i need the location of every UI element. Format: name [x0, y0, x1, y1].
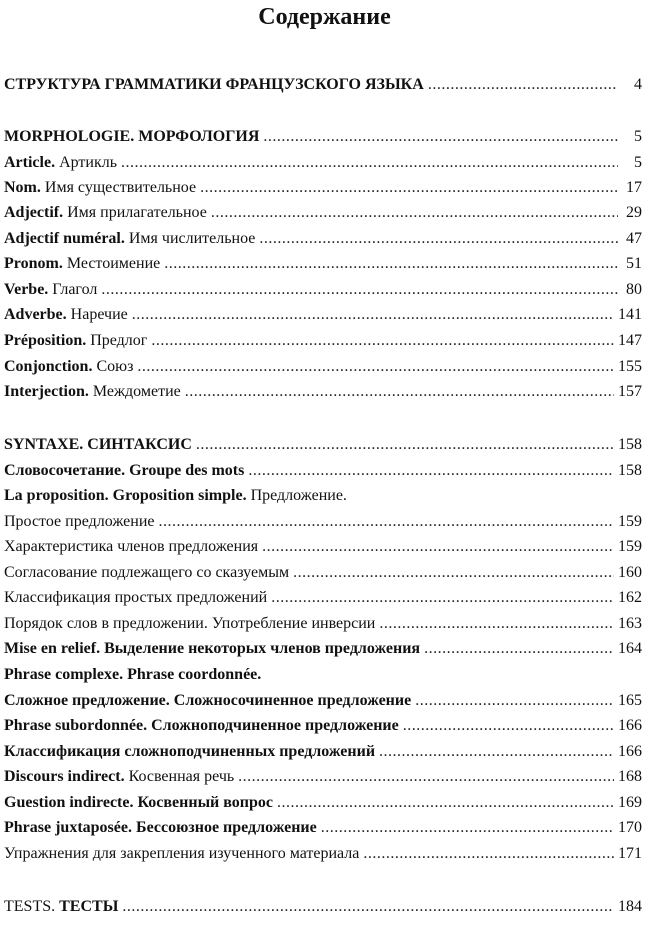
toc-entry [4, 766, 642, 788]
toc-page-number: 162 [618, 589, 642, 606]
toc-entry-bold-text: La proposition. Groposition simple. [4, 487, 247, 504]
toc-entry-text: Наречие [66, 306, 128, 323]
toc-page-number: 184 [618, 898, 642, 915]
toc-page-number: 147 [618, 332, 642, 349]
toc-entry-bold-text: SYNTAXE. СИНТАКСИС [4, 436, 192, 453]
toc-entry [4, 304, 642, 326]
toc-entry [4, 562, 642, 584]
toc-entry-bold-text: Phrase subordonnée. Сложноподчиненное предложение [4, 717, 399, 734]
toc-entry-text: Предлог [86, 332, 148, 349]
page-title: Содержание [258, 4, 391, 30]
toc-leader-dots [403, 715, 614, 737]
toc-entry-text: Имя числительное [124, 230, 256, 247]
toc-leader-dots [137, 356, 614, 378]
toc-entry [4, 434, 642, 456]
toc-entry-title [4, 817, 317, 839]
toc-entry-title [4, 638, 420, 660]
toc-page-number: 29 [626, 204, 642, 221]
toc-entry [4, 381, 642, 403]
toc-entry-bold-text: Conjonction. [4, 358, 93, 375]
toc-entry [4, 460, 642, 482]
toc-leader-dots [211, 202, 618, 224]
toc-entry-bold-text: Adjectif numéral. [4, 230, 125, 247]
toc-entry-title [4, 766, 234, 788]
toc-entry-title [4, 126, 259, 148]
toc-entry-title [4, 356, 133, 378]
toc-leader-dots [121, 152, 618, 174]
toc-leader-dots [132, 304, 614, 326]
toc-page-number: 168 [618, 768, 642, 785]
toc-entry [4, 613, 642, 635]
toc-entry-title [4, 562, 289, 584]
toc-page-number: 159 [618, 538, 642, 555]
toc-page-number: 163 [618, 615, 642, 632]
toc-page-number: 170 [618, 819, 642, 836]
toc-entry [4, 126, 642, 148]
toc-entry-bold-text: Phrase juxtaposée. Бессоюзное предложение [4, 819, 317, 836]
toc-entry-title [4, 152, 117, 174]
toc-leader-dots [363, 843, 614, 865]
toc-entry-bold-text: Article. [4, 154, 56, 171]
toc-leader-dots [248, 460, 614, 482]
toc-entry-bold-text: Словосочетание. Groupe des mots [4, 462, 245, 479]
toc-entry-text: Артикль [55, 154, 118, 171]
toc-leader-dots [424, 638, 614, 660]
toc-entry-bold-text: Mise en relief. Выделение некоторых членов предложения [4, 640, 421, 657]
toc-entry-text: Согласование подлежащего со сказуемым [4, 564, 290, 581]
toc-page-number: 165 [618, 692, 642, 709]
toc-page-number: 164 [618, 640, 642, 657]
toc-entry [4, 330, 642, 352]
toc-page-number: 169 [618, 794, 642, 811]
toc-page-number: 158 [618, 462, 642, 479]
toc-entry-title [4, 690, 411, 712]
toc-entry [4, 843, 642, 865]
toc-leader-dots [101, 279, 618, 301]
toc-entry-bold-text: Adverbe. [4, 306, 67, 323]
toc-leader-dots [259, 228, 618, 250]
toc-leader-dots [196, 434, 614, 456]
toc-entry-title [4, 587, 267, 609]
toc-page-number: 47 [626, 230, 642, 247]
toc-page-number: 80 [626, 281, 642, 298]
toc-entry-title [4, 536, 258, 558]
toc-entry-title [4, 511, 154, 533]
toc-entry-title [4, 896, 118, 918]
toc-entry [4, 511, 642, 533]
toc-entry-text: Междометие [88, 383, 181, 400]
toc-page-number: 159 [618, 513, 642, 530]
toc-entry [4, 279, 642, 301]
toc-entry-title [4, 460, 244, 482]
toc-entry-text: Упражнения для закрепления изученного материала [4, 845, 360, 862]
toc-entry-bold-text: ТЕСТЫ [59, 898, 119, 915]
toc-entry-bold-text: Préposition. [4, 332, 87, 349]
toc-page-number: 166 [618, 717, 642, 734]
toc-page-number: 5 [634, 154, 642, 171]
toc-leader-dots [238, 766, 614, 788]
toc-entry-title [4, 485, 347, 507]
toc-entry-bold-text: Verbe. [4, 281, 49, 298]
toc-entry [4, 896, 642, 918]
toc-entry-text: Характеристика членов предложения [4, 538, 259, 555]
toc-entry [4, 356, 642, 378]
toc-entry-bold-text: Сложное предложение. Сложносочиненное предложение [4, 692, 412, 709]
toc-entry [4, 253, 642, 275]
toc-entry-title [4, 202, 207, 224]
toc-entry [4, 587, 642, 609]
toc-entry-text: Союз [92, 358, 134, 375]
toc-entry [4, 638, 642, 660]
toc-entry-text: Имя прилагательное [63, 204, 207, 221]
toc-entry-bold-text: Adjectif. [4, 204, 64, 221]
toc-entry-text: Классификация простых предложений [4, 589, 268, 606]
toc-page-number: 4 [634, 76, 642, 93]
toc-entry [4, 741, 642, 763]
toc-leader-dots [200, 177, 618, 199]
toc-entry-bold-text: Guestion indirecte. Косвенный вопрос [4, 794, 274, 811]
toc-leader-dots [164, 253, 618, 275]
toc-entry [4, 690, 642, 712]
toc-entry-text: Порядок слов в предложении. Употребление инверсии [4, 615, 376, 632]
toc-leader-dots [293, 562, 614, 584]
toc-entry [4, 536, 642, 558]
toc-leader-dots [379, 613, 614, 635]
toc-entry [4, 152, 642, 174]
toc-page-number: 158 [618, 436, 642, 453]
toc-page-number: 166 [618, 743, 642, 760]
toc-page-number: 141 [618, 306, 642, 323]
toc-entry-bold-text: Nom. [4, 179, 41, 196]
toc-page-number: 5 [634, 128, 642, 145]
toc-leader-dots [151, 330, 614, 352]
toc-entry-title [4, 177, 196, 199]
toc-entry-title [4, 330, 147, 352]
toc-leader-dots [379, 741, 614, 763]
toc-entry-title [4, 664, 261, 686]
toc-entry-title [4, 741, 375, 763]
toc-entry [4, 664, 642, 686]
toc-leader-dots [185, 381, 614, 403]
toc-page-number: 157 [618, 383, 642, 400]
toc-entry [4, 177, 642, 199]
toc-page-number: 160 [618, 564, 642, 581]
toc-page-number: 171 [618, 845, 642, 862]
toc-leader-dots [277, 792, 614, 814]
toc-entry-title [4, 253, 160, 275]
toc-entry-bold-text: СТРУКТУРА ГРАММАТИКИ ФРАНЦУЗСКОГО ЯЗЫКА [4, 76, 424, 93]
toc-entry-bold-text: Классификация сложноподчиненных предложений [4, 743, 376, 760]
toc-leader-dots [262, 536, 614, 558]
toc-page-number: 51 [626, 255, 642, 272]
toc-entry-title [4, 434, 192, 456]
toc-entry-text: Косвенная речь [124, 768, 235, 785]
toc-entry [4, 485, 642, 507]
toc-entry [4, 715, 642, 737]
toc-entry-text: Предложение. [246, 487, 347, 504]
toc-entry-bold-text: Phrase complexe. Phrase coordonnée. [4, 666, 262, 683]
toc-entry-text: Местоимение [62, 255, 161, 272]
toc-page-number: 155 [618, 358, 642, 375]
toc-entry-title [4, 228, 255, 250]
toc-entry [4, 792, 642, 814]
toc-entry-bold-text: Pronom. [4, 255, 63, 272]
toc-leader-dots [271, 587, 614, 609]
toc-entry-title [4, 74, 424, 96]
toc-entry-title [4, 304, 128, 326]
toc-entry-title [4, 792, 273, 814]
toc-entry [4, 74, 642, 96]
toc-entry-title [4, 381, 181, 403]
toc-entry-bold-text: Interjection. [4, 383, 89, 400]
toc-entry-title [4, 279, 97, 301]
toc-entry-text: Простое предложение [4, 513, 155, 530]
toc-entry [4, 817, 642, 839]
toc-entry-text: TESTS. [4, 898, 60, 915]
toc-entry [4, 228, 642, 250]
toc-leader-dots [263, 126, 618, 148]
toc-entry [4, 202, 642, 224]
toc-leader-dots [122, 896, 614, 918]
toc-entry-title [4, 715, 399, 737]
toc-page-number: 17 [626, 179, 642, 196]
toc-entry-text: Глагол [48, 281, 98, 298]
toc-entry-text: Имя существительное [40, 179, 197, 196]
toc-entry-title [4, 843, 359, 865]
toc-leader-dots [428, 74, 618, 96]
toc-leader-dots [158, 511, 614, 533]
toc-entry-title [4, 613, 375, 635]
toc-leader-dots [415, 690, 614, 712]
toc-leader-dots [321, 817, 614, 839]
toc-entry-bold-text: Discours indirect. [4, 768, 125, 785]
toc-entry-bold-text: MORPHOLOGIE. МОРФОЛОГИЯ [4, 128, 260, 145]
